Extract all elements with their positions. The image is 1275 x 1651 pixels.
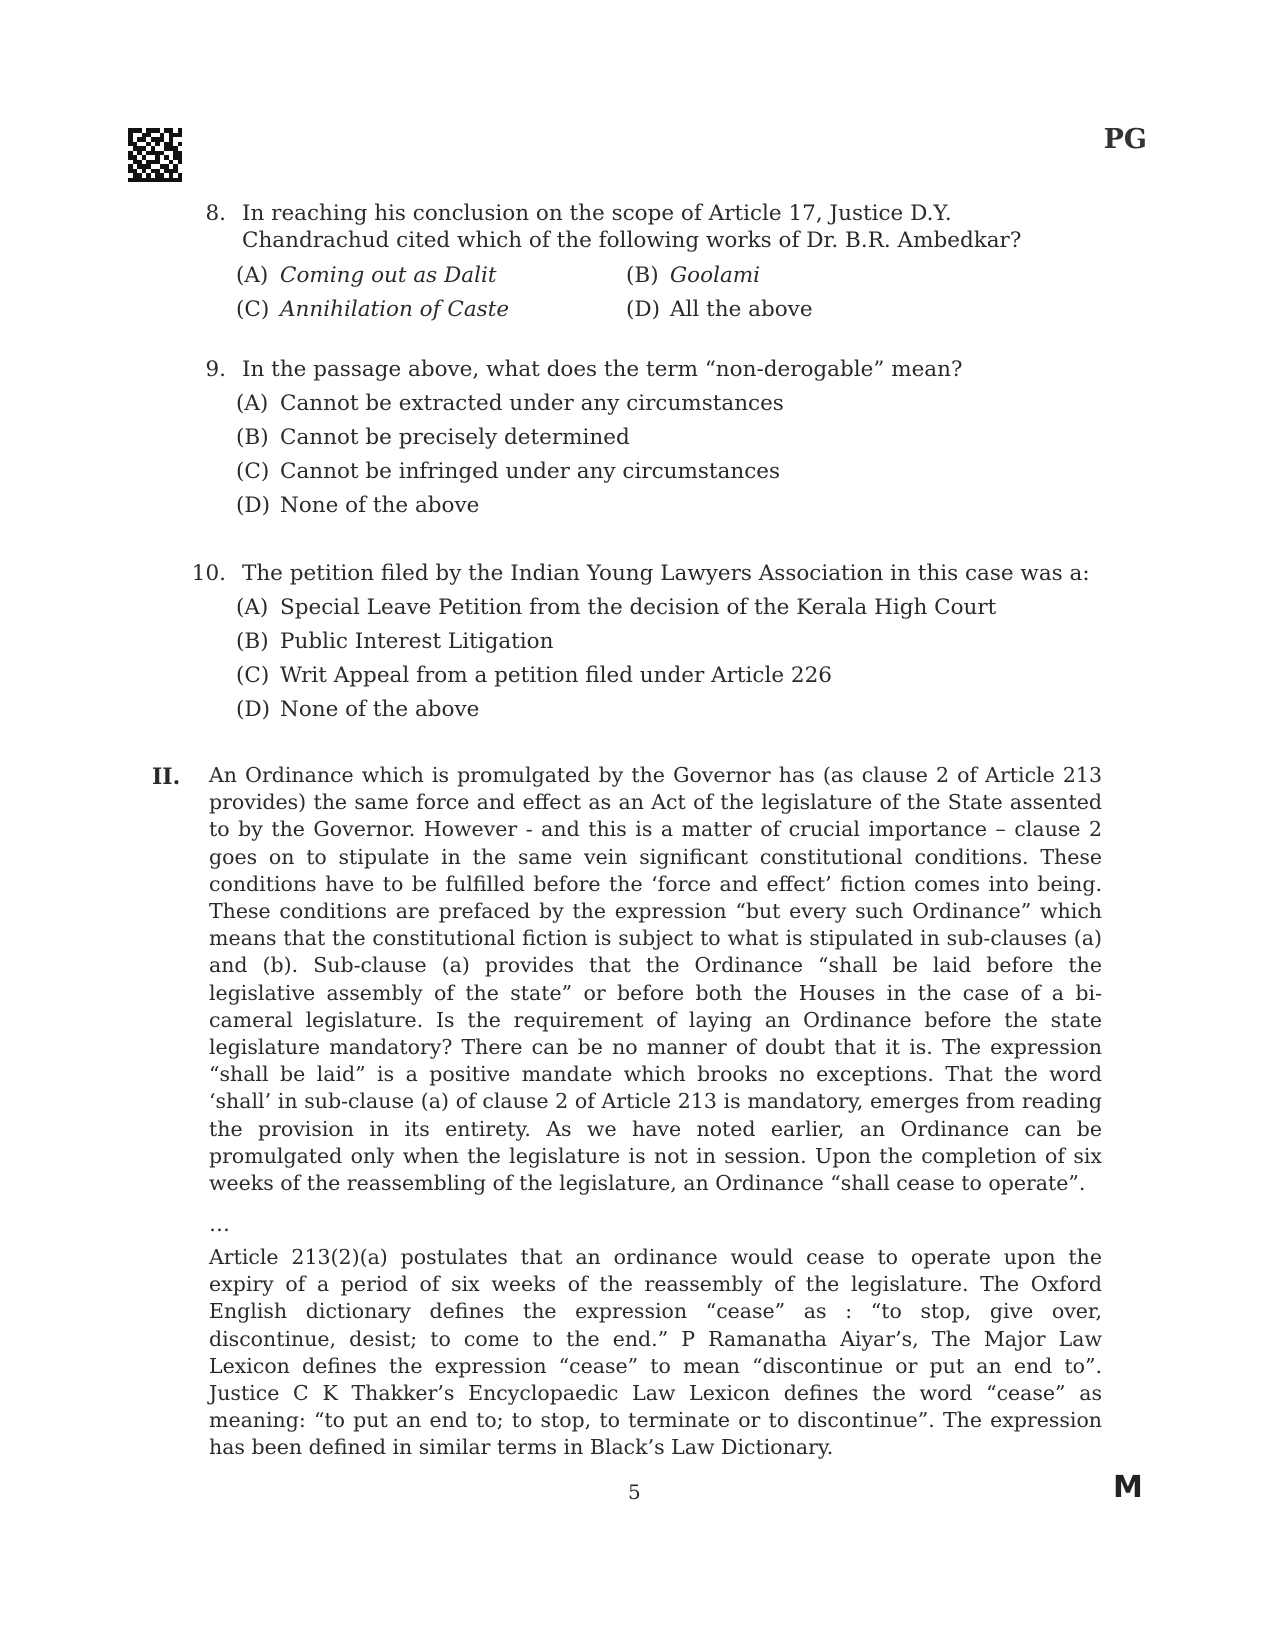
question-number: 8. [205,201,226,226]
option-c: (C) Cannot be infringed under any circumstances [236,459,781,484]
set-code: M [1113,1470,1143,1505]
option-d: (D) None of the above [236,697,480,722]
option-c: (C) Writ Appeal from a petition filed under Article 226 [236,663,832,688]
page-number: 5 [628,1480,641,1504]
question-stem: In reaching his conclusion on the scope of Article 17, Justice D.Y. Chandrachud cited which of the following works of Dr. B.R. Ambedkar? [242,201,1022,253]
option-b: (B) Public Interest Litigation [236,629,554,654]
question-stem: In the passage above, what does the term “non-derogable” mean? [242,357,963,382]
option-a: (A) Cannot be extracted under any circumstances [236,391,784,416]
option-a: (A) Special Leave Petition from the decision of the Kerala High Court [236,595,997,620]
option-d: (D) None of the above [236,493,480,518]
question-number: 10. [191,561,226,586]
option-a: (A) Coming out as Dalit [236,263,497,288]
passage-paragraph-1: An Ordinance which is promulgated by the Governor has (as clause 2 of Article 213 provides) the same force and effect as an Act of the legislature of the State assented to by the Governor. However - and this is a matter of crucial importance – clause 2 goes on to stipulate in the same vein significant constitutional conditions. These conditions have to be fulfilled before the ‘force and effect’ fiction comes into being. These conditions are prefaced by the expression “but every such Ordinance” which means that the constitutional fiction is subject to what is stipulated in sub-clauses (a) and (b). Sub-clause (a) provides that the Ordinance “shall be laid before the legislative assembly of the state” or before both the Houses in the case of a bi-cameral legislature. Is the requirement of laying an Ordinance before the state legislature mandatory? There can be no manner of doubt that it is. The expression “shall be laid” is a positive mandate which brooks no exceptions. That the word ‘shall’ in sub-clause (a) of clause 2 of Article 213 is mandatory, emerges from reading the provision in its entirety. As we have noted earlier, an Ordinance can be promulgated only when the legislature is not in session. Upon the completion of six weeks of the reassembling of the legislature, an Ordinance “shall cease to operate”. [209,763,1102,1196]
question-stem: The petition filed by the Indian Young Lawyers Association in this case was a: [242,561,1090,586]
section-label: II. [152,764,181,790]
option-b: (B) Cannot be precisely determined [236,425,630,450]
option-d: (D) All the above [626,297,813,322]
ellipsis: … [209,1212,230,1236]
paper-code: PG [1103,124,1147,155]
passage-paragraph-2: Article 213(2)(a) postulates that an ordinance would cease to operate upon the expiry of a period of six weeks of the reassembly of the legislature. The Oxford English dictionary defines the expression “cease” as : “to stop, give over, discontinue, desist; to come to the end.” P Ramanatha Aiyar’s, The Major Law Lexicon defines the expression “cease” to mean “discontinue or put an end to”. Justice C K Thakker’s Encyclopaedic Law Lexicon defines the word “cease” as meaning: “to put an end to; to stop, to terminate or to discontinue”. The expression has been defined in similar terms in Black’s Law Dictionary. [209,1245,1102,1460]
option-b: (B) Goolami [626,263,761,288]
question-number: 9. [205,357,226,382]
option-c: (C) Annihilation of Caste [236,297,510,322]
barcode-icon [128,128,182,182]
